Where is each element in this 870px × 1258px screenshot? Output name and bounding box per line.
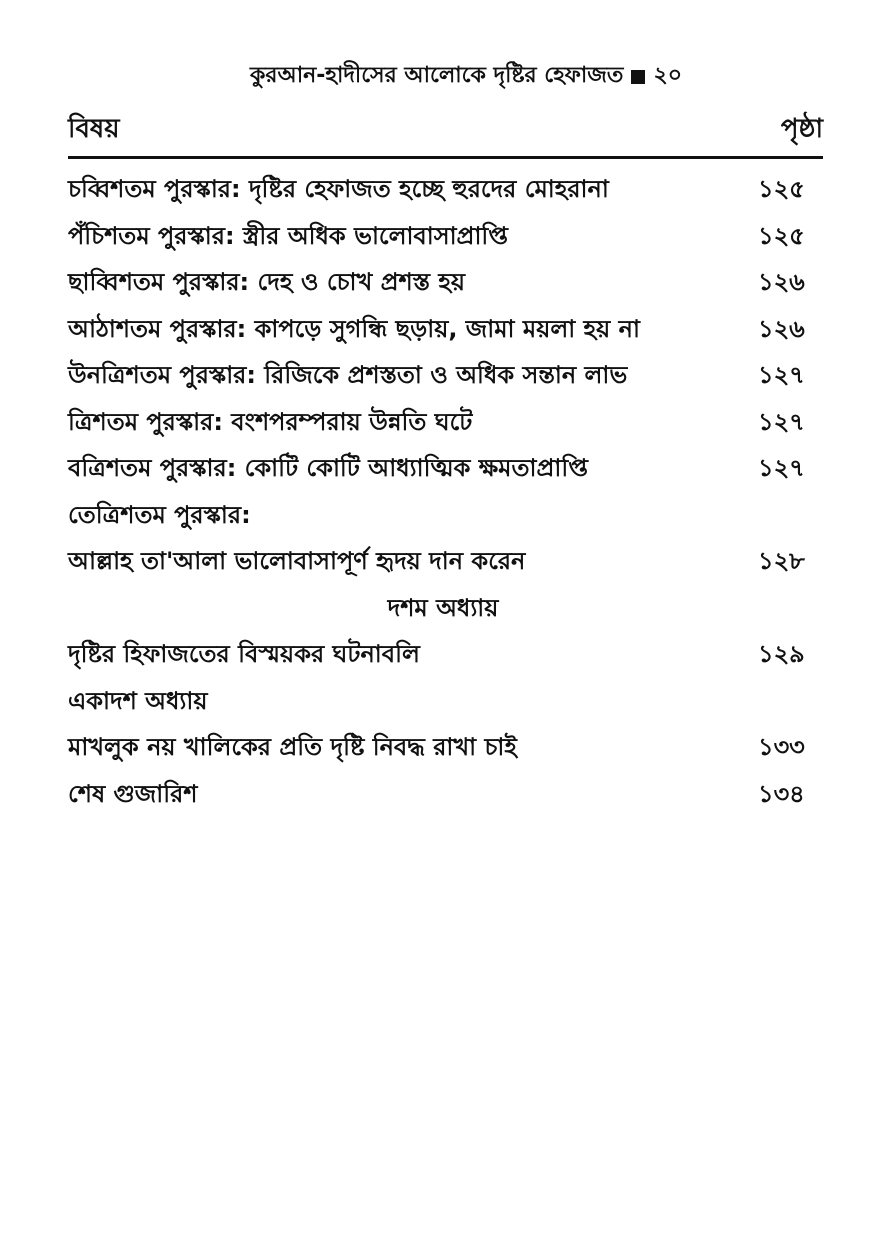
toc-entry-title: ছাব্বিশতম পুরস্কার: দেহ ও চোখ প্রশস্ত হয় (68, 268, 466, 297)
running-header (250, 58, 690, 95)
chapter-heading (68, 587, 818, 634)
toc-entry (68, 494, 818, 541)
header-page-number: ২০ (653, 63, 683, 88)
toc-entry (68, 447, 818, 494)
toc-entry-page: ১২৭ (758, 454, 805, 483)
toc-entry-title: শেষ গুজারিশ (68, 779, 198, 808)
running-title: কুরআন-হাদীসের আলোকে দৃষ্টির হেফাজত (250, 63, 624, 88)
toc-entry-page: ১২৫ (758, 175, 805, 204)
toc-entry-title: চব্বিশতম পুরস্কার: দৃষ্টির হেফাজত হচ্ছে হুরদের মোহরানা (68, 175, 609, 204)
heading-rule (68, 156, 823, 159)
toc-entry-title: আল্লাহ তা'আলা ভালোবাসাপূর্ণ হৃদয় দান করেন (68, 547, 526, 576)
toc-entry-page: ১২৭ (758, 407, 805, 436)
toc-entry (68, 540, 818, 587)
toc-entry-page: ১৩৪ (758, 779, 805, 808)
toc-entry-page: ১২৯ (758, 640, 805, 669)
toc-entry-page: ১২৬ (758, 314, 805, 343)
toc-entry (68, 726, 818, 773)
toc-entry-title: আঠাশতম পুরস্কার: কাপড়ে সুগন্ধি ছড়ায়, জামা ময়লা হয় না (68, 314, 640, 343)
toc-entry (68, 633, 818, 680)
toc-entry-page: ১২৭ (758, 361, 805, 390)
toc-entry (68, 261, 818, 308)
toc-entry (68, 308, 818, 355)
chapter-heading-title: দশম অধ্যায় (387, 593, 499, 622)
toc-entry-title: তেত্রিশতম পুরস্কার: (68, 500, 251, 529)
toc-entry-title: দৃষ্টির হিফাজতের বিস্ময়কর ঘটনাবলি (68, 640, 420, 669)
topic-column-heading: বিষয় (68, 114, 120, 144)
chapter-heading-title: একাদশ অধ্যায় (68, 686, 208, 715)
page-column-heading: পৃষ্ঠা (780, 114, 823, 144)
toc-entry (68, 401, 818, 448)
toc-entry (68, 168, 818, 215)
column-headings (68, 112, 823, 152)
toc-entry-page: ১২৮ (758, 547, 805, 576)
toc-entry-title: বত্রিশতম পুরস্কার: কোটি কোটি আধ্যাত্মিক ক্ষমতাপ্রাপ্তি (68, 454, 588, 483)
toc-entry-page: ১২৫ (758, 221, 805, 250)
toc-entry (68, 215, 818, 262)
toc-entry-title: ত্রিশতম পুরস্কার: বংশপরম্পরায় উন্নতি ঘটে (68, 407, 473, 436)
toc-entry-title: পঁচিশতম পুরস্কার: স্ত্রীর অধিক ভালোবাসাপ্রাপ্তি (68, 221, 509, 250)
toc-entry (68, 773, 818, 820)
toc-entry-page: ১৩৩ (758, 733, 805, 762)
toc-entry-page: ১২৬ (758, 268, 805, 297)
square-bullet-icon (631, 70, 645, 84)
table-of-contents (68, 168, 818, 819)
chapter-heading (68, 680, 818, 727)
toc-entry (68, 354, 818, 401)
toc-entry-title: মাখলুক নয় খালিকের প্রতি দৃষ্টি নিবদ্ধ রাখা চাই (68, 733, 517, 762)
toc-entry-title: উনত্রিশতম পুরস্কার: রিজিকে প্রশস্ততা ও অধিক সন্তান লাভ (68, 361, 628, 390)
